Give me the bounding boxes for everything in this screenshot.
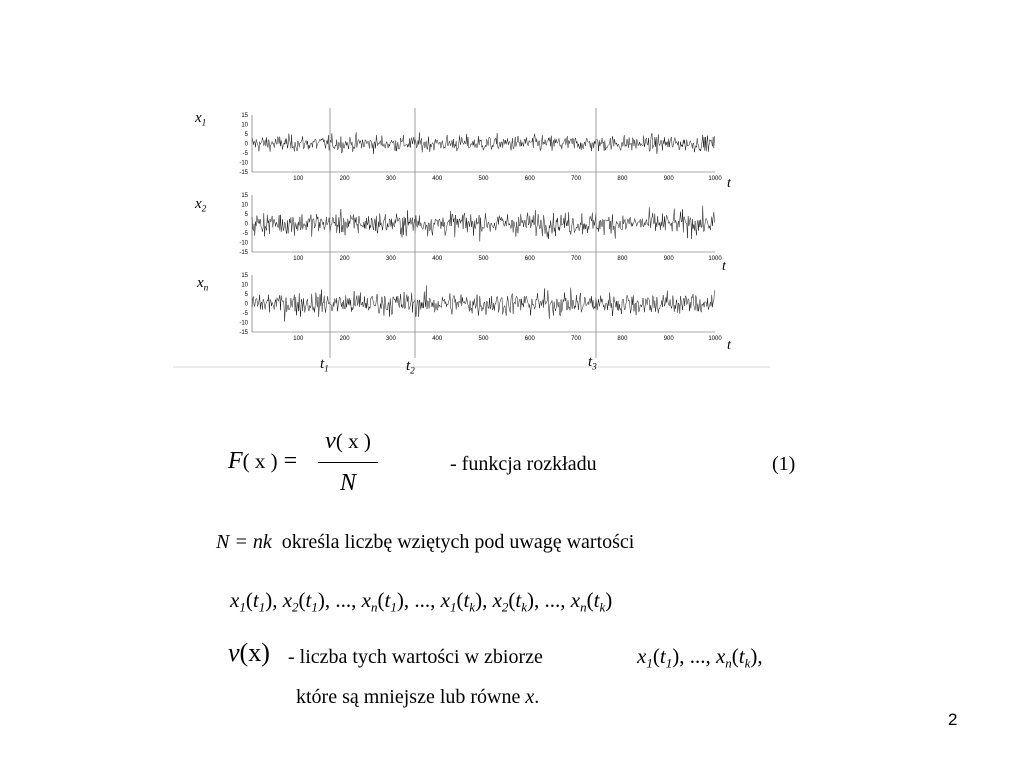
y-tick-label: 5 bbox=[244, 132, 248, 138]
x-tick-label: 300 bbox=[385, 176, 396, 182]
x-tick-label: 800 bbox=[617, 176, 628, 182]
x-tick-label: 500 bbox=[478, 336, 489, 342]
sequence-term: $x_2(t_1)$, bbox=[282, 588, 331, 615]
time-mark-t3: $t_3$ bbox=[588, 354, 597, 373]
y-tick-label: 10 bbox=[241, 122, 248, 129]
row-label-x2: $x_2$ bbox=[195, 196, 207, 215]
signal-trace bbox=[252, 132, 715, 153]
time-mark-t2: $t_2$ bbox=[406, 358, 415, 377]
value-set: $x_1(t_1)$, ..., $x_n(t_k)$, bbox=[637, 644, 763, 671]
formula-numerator: ν( x ) bbox=[325, 428, 371, 454]
signal-panels bbox=[239, 113, 722, 342]
page-number: 2 bbox=[948, 710, 958, 729]
x-tick-label: 700 bbox=[571, 336, 582, 342]
sequence-term: $x_n(t_1)$, bbox=[361, 588, 410, 615]
sequence-term: $x_1(t_k)$, bbox=[440, 588, 488, 615]
condition-line: które są mniejsze lub równe x. bbox=[296, 686, 540, 708]
signal-trace bbox=[252, 206, 715, 242]
signal-panel-1 bbox=[239, 113, 722, 182]
ellipsis: ..., bbox=[414, 588, 436, 612]
y-tick-label: -15 bbox=[239, 330, 248, 336]
x-tick-label: 400 bbox=[432, 256, 443, 262]
formula-description: - funkcja rozkładu bbox=[450, 453, 597, 475]
x-tick-label: 700 bbox=[571, 256, 582, 262]
y-tick-label: -5 bbox=[242, 231, 248, 237]
y-tick-label: -10 bbox=[239, 320, 248, 327]
value-sequence bbox=[230, 588, 612, 613]
y-tick-label: 0 bbox=[244, 141, 248, 148]
time-series-figure bbox=[170, 100, 790, 380]
t-axis-label-3: t bbox=[727, 338, 731, 353]
y-tick-label: 15 bbox=[241, 273, 248, 279]
y-tick-label: 5 bbox=[244, 212, 248, 218]
y-tick-label: -5 bbox=[242, 151, 248, 157]
x-tick-label: 900 bbox=[663, 336, 674, 342]
x-tick-label: 700 bbox=[571, 176, 582, 182]
formula-number: (1) bbox=[772, 453, 796, 475]
row-label-xn: $x_n$ bbox=[197, 275, 209, 294]
x-tick-label: 100 bbox=[293, 256, 304, 262]
y-tick-label: 10 bbox=[241, 202, 248, 209]
y-tick-label: 0 bbox=[244, 301, 248, 308]
x-tick-label: 900 bbox=[663, 176, 674, 182]
x-tick-label: 100 bbox=[293, 176, 304, 182]
sequence-term: $x_n(t_k)$ bbox=[570, 588, 613, 615]
x-tick-label: 500 bbox=[478, 176, 489, 182]
sequence-term: $x_1(t_1)$, bbox=[637, 644, 685, 671]
count-description: - liczba tych wartości w zbiorze bbox=[288, 646, 543, 668]
x-tick-label: 600 bbox=[524, 176, 535, 182]
y-tick-label: -15 bbox=[239, 250, 248, 256]
x-tick-label: 300 bbox=[385, 336, 396, 342]
x-tick-label: 400 bbox=[432, 176, 443, 182]
formula-lhs: F( x ) = bbox=[228, 448, 298, 474]
x-tick-label: 100 bbox=[293, 336, 304, 342]
x-tick-label: 1000 bbox=[708, 256, 722, 262]
y-tick-label: 5 bbox=[244, 292, 248, 298]
x-tick-label: 600 bbox=[524, 336, 535, 342]
x-tick-label: 600 bbox=[524, 256, 535, 262]
signal-panel-3 bbox=[239, 273, 722, 342]
x-tick-label: 300 bbox=[385, 256, 396, 262]
sequence-term: $x_1(t_1)$, bbox=[230, 588, 278, 615]
fraction-bar bbox=[318, 462, 378, 463]
nu-of-x: ν(x) bbox=[228, 638, 270, 667]
y-tick-label: 15 bbox=[241, 113, 248, 119]
x-tick-label: 200 bbox=[339, 256, 350, 262]
x-tick-label: 400 bbox=[432, 336, 443, 342]
sequence-term: $x_n(t_k)$ bbox=[715, 644, 758, 671]
signal-trace bbox=[252, 286, 715, 322]
t-axis-label-1: t bbox=[727, 176, 731, 191]
t-axis-label-2: t bbox=[722, 259, 726, 274]
y-tick-label: 15 bbox=[241, 193, 248, 199]
y-tick-label: 10 bbox=[241, 282, 248, 289]
x-tick-label: 900 bbox=[663, 256, 674, 262]
signal-panel-2 bbox=[239, 193, 722, 262]
x-tick-label: 500 bbox=[478, 256, 489, 262]
x-tick-label: 800 bbox=[617, 256, 628, 262]
y-tick-label: -5 bbox=[242, 311, 248, 317]
y-tick-label: -10 bbox=[239, 160, 248, 167]
y-tick-label: 0 bbox=[244, 221, 248, 228]
x-tick-label: 800 bbox=[617, 336, 628, 342]
y-tick-label: -10 bbox=[239, 240, 248, 247]
ellipsis: ..., bbox=[335, 588, 357, 612]
x-tick-label: 200 bbox=[339, 176, 350, 182]
y-tick-label: -15 bbox=[239, 170, 248, 176]
x-tick-label: 200 bbox=[339, 336, 350, 342]
ellipsis: ..., bbox=[689, 644, 711, 668]
row-label-x1: $x_1$ bbox=[195, 110, 207, 129]
time-mark-lines bbox=[330, 108, 596, 358]
formula-denominator: N bbox=[339, 470, 356, 496]
definition-line-N: N = nk określa liczbę wziętych pod uwagę wartości bbox=[216, 531, 635, 553]
ellipsis: ..., bbox=[544, 588, 566, 612]
x-tick-label: 1000 bbox=[708, 336, 722, 342]
x-tick-label: 1000 bbox=[708, 176, 722, 182]
time-mark-t1: $t_1$ bbox=[320, 356, 329, 375]
sequence-term: $x_2(t_k)$, bbox=[492, 588, 540, 615]
